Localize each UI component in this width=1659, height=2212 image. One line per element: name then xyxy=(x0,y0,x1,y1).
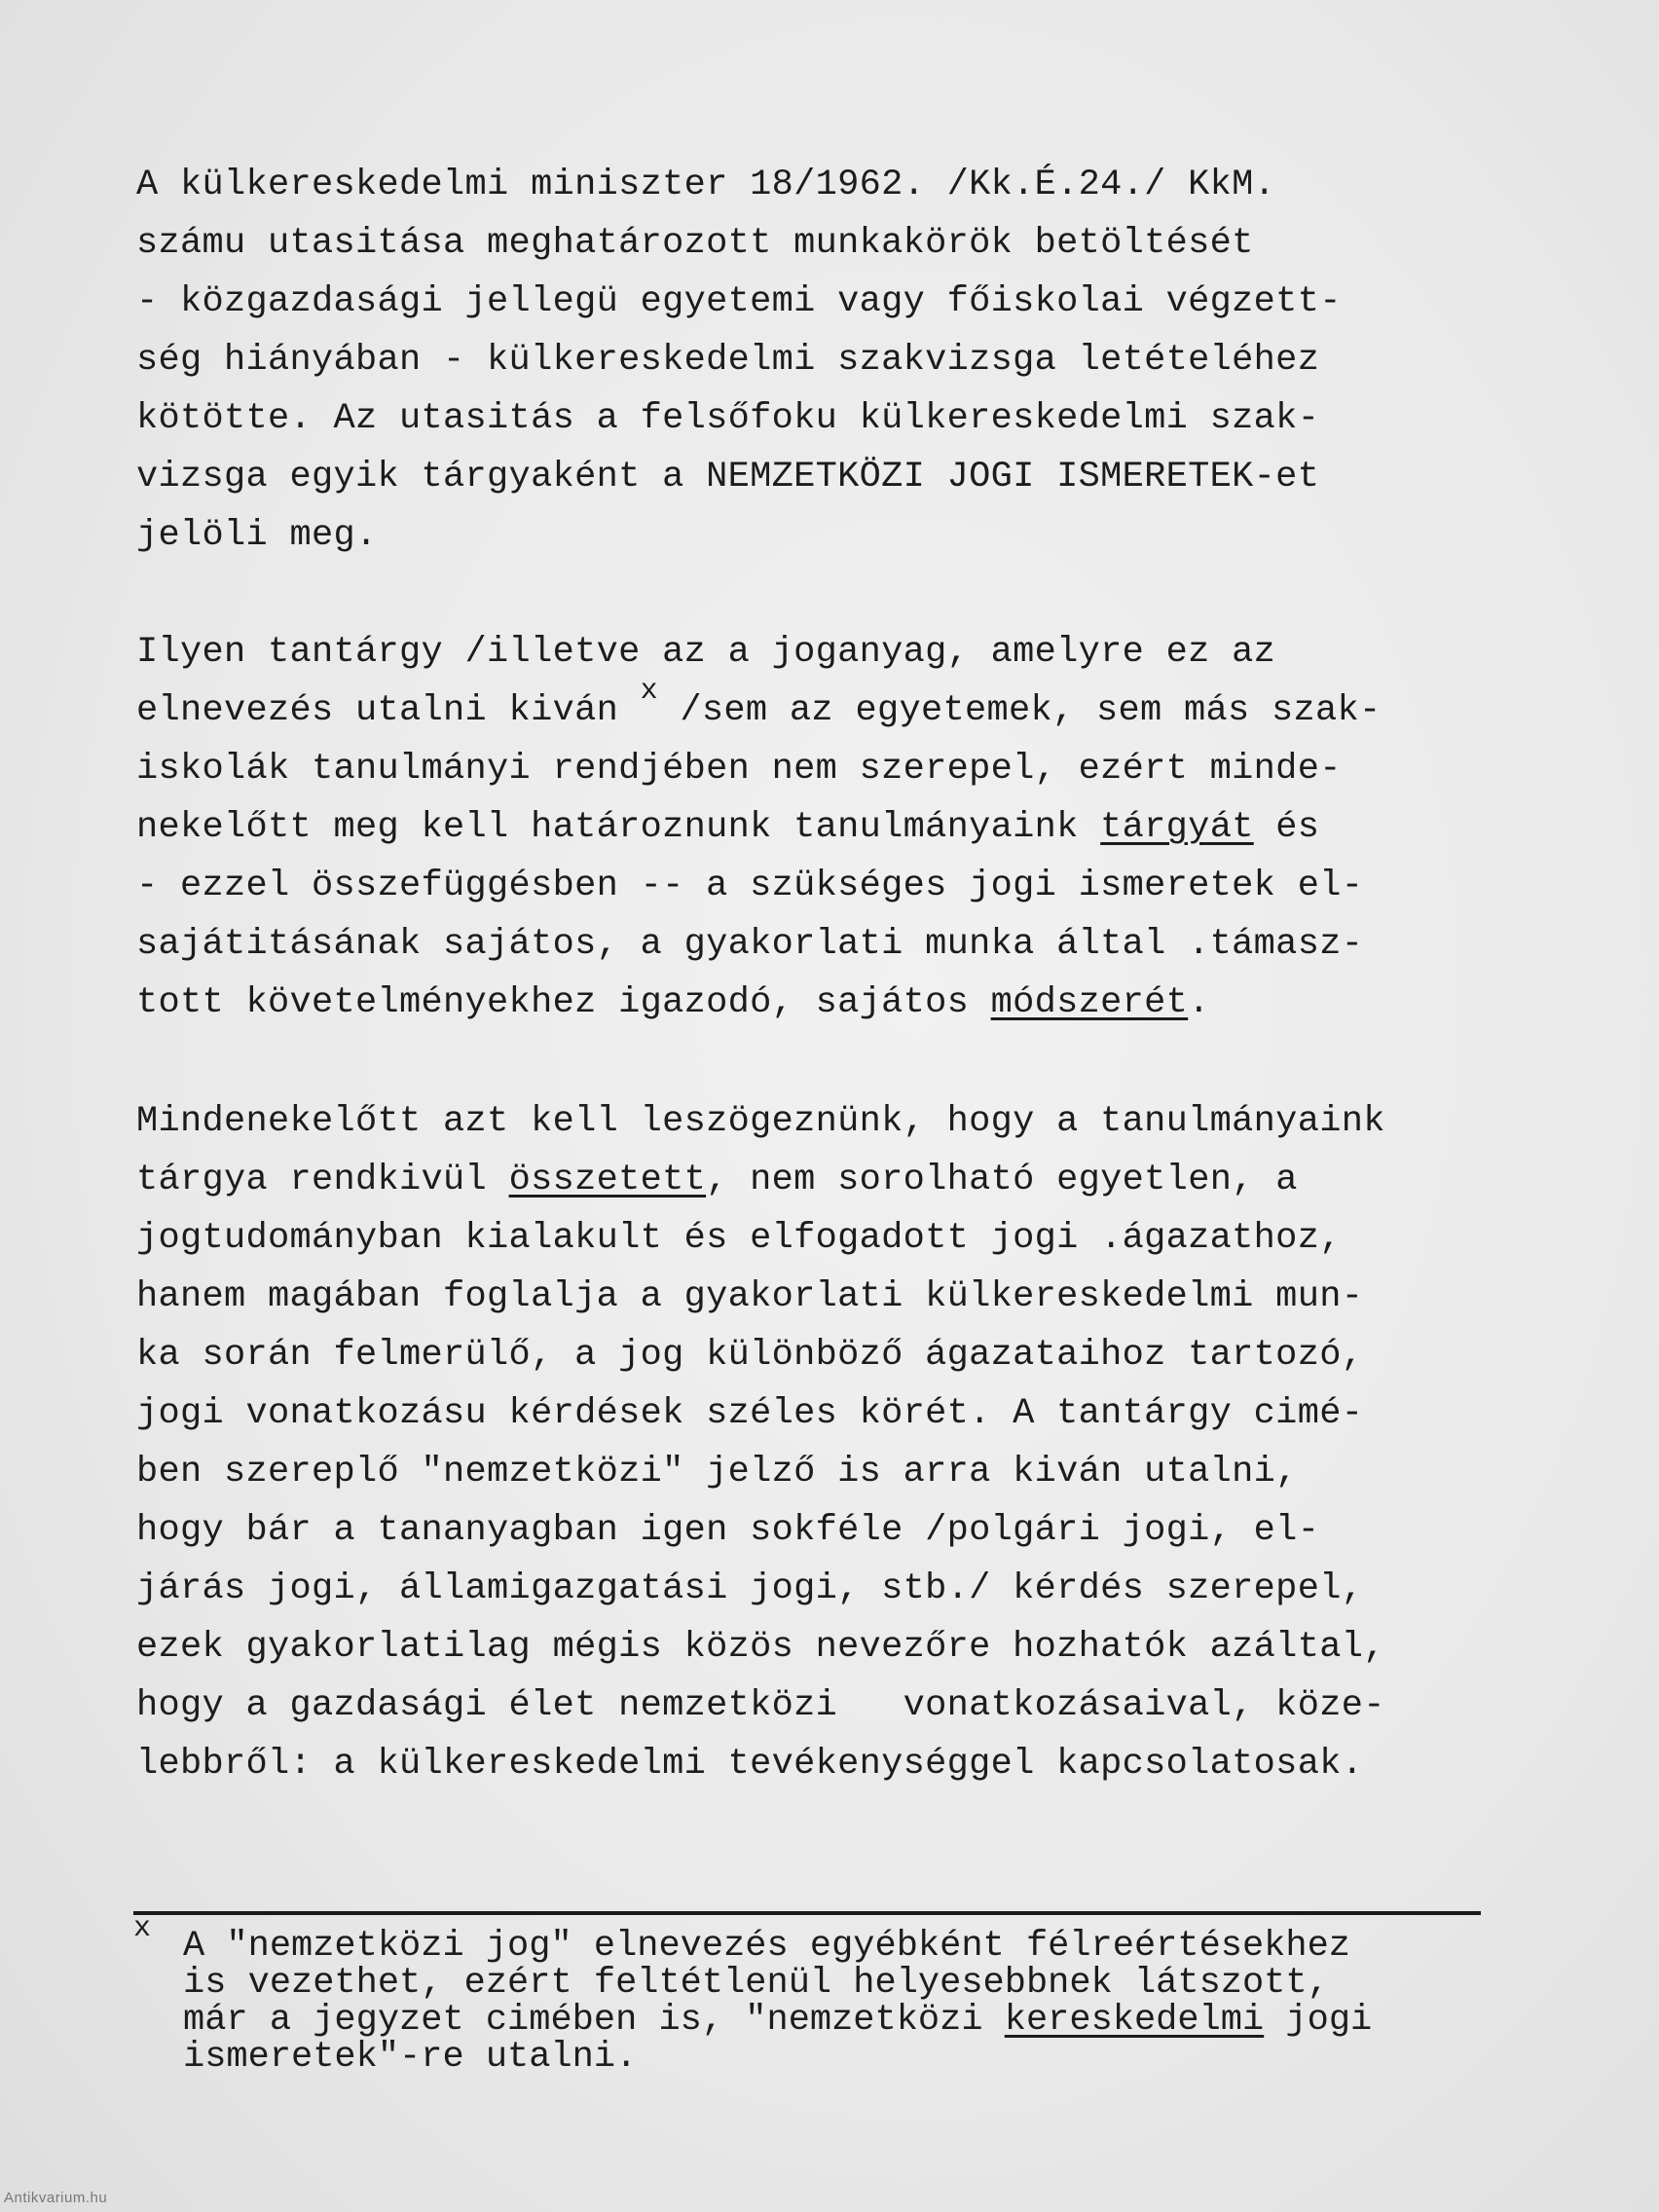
paragraph-2 xyxy=(136,623,1499,1032)
footnote-divider xyxy=(133,1911,1481,1915)
text-line: számu utasitása meghatározott munkakörök betöltését xyxy=(136,223,1254,264)
underlined-word: kereskedelmi xyxy=(1004,2000,1265,2041)
text-line: sajátitásának sajátos, a gyakorlati munka által .támasz- xyxy=(136,924,1364,965)
paragraph-1 xyxy=(136,156,1499,565)
footnote-line xyxy=(183,2002,1488,2039)
text-line: iskolák tanulmányi rendjében nem szerepel, ezért minde- xyxy=(136,749,1342,790)
footnote xyxy=(183,1928,1488,2076)
footnote-line: A "nemzetközi jog" elnevezés egyébként félreértésekhez xyxy=(183,1926,1350,1967)
text-line: ség hiányában - külkereskedelmi szakvizsga letételéhez xyxy=(136,340,1320,381)
text-line: vizsga egyik tárgyaként a NEMZETKÖZI JOGI ISMERETEK-et xyxy=(136,457,1320,498)
text-line: - ezzel összefüggésben -- a szükséges jogi ismeretek el- xyxy=(136,866,1364,906)
text-segment: elnevezés utalni kiván xyxy=(136,690,641,731)
text-line xyxy=(136,798,1499,857)
text-line: ka során felmerülő, a jog különböző ágazataihoz tartozó, xyxy=(136,1335,1364,1376)
text-line xyxy=(136,1151,1499,1209)
text-line: ben szereplő "nemzetközi" jelző is arra kiván utalni, xyxy=(136,1452,1298,1493)
text-line: Mindenekelőtt azt kell leszögeznünk, hogy a tanulmányaink xyxy=(136,1101,1385,1142)
text-line: - közgazdasági jellegü egyetemi vagy főiskolai végzett- xyxy=(136,281,1342,322)
text-line: A külkereskedelmi miniszter 18/1962. /Kk.É.24./ KkM. xyxy=(136,165,1276,205)
text-line: hogy bár a tananyagban igen sokféle /polgári jogi, el- xyxy=(136,1510,1320,1551)
watermark: Antikvarium.hu xyxy=(4,2190,108,2206)
footnote-marker: x xyxy=(133,1912,152,1945)
text-line: jelöli meg. xyxy=(136,515,378,556)
text-line: kötötte. Az utasitás a felsőfoku külkereskedelmi szak- xyxy=(136,398,1320,439)
underlined-word: módszerét xyxy=(990,982,1189,1023)
text-line: hogy a gazdasági élet nemzetközi vonatkozásaival, köze- xyxy=(136,1685,1385,1726)
text-segment: tott követelményekhez igazodó, sajátos xyxy=(136,982,991,1023)
text-segment: jogi xyxy=(1264,2000,1373,2041)
footnote-line: is vezethet, ezért feltétlenül helyesebbnek látszott, xyxy=(183,1963,1329,2004)
paragraph-3 xyxy=(136,1092,1499,1793)
text-segment: és xyxy=(1253,807,1320,848)
text-line: Ilyen tantárgy /illetve az a joganyag, amelyre ez az xyxy=(136,632,1276,673)
footnote-reference: x xyxy=(640,675,658,708)
text-line: jogi vonatkozásu kérdések széles körét. A tantárgy cimé- xyxy=(136,1393,1364,1434)
underlined-word: tárgyát xyxy=(1100,807,1254,848)
text-line: hanem magában foglalja a gyakorlati külkereskedelmi mun- xyxy=(136,1276,1364,1317)
underlined-word: összetett xyxy=(508,1160,707,1200)
text-segment: már a jegyzet cimében is, "nemzetközi xyxy=(183,2000,1005,2041)
text-segment: , nem sorolható egyetlen, a xyxy=(706,1160,1298,1200)
text-line: lebbről: a külkereskedelmi tevékenységgel kapcsolatosak. xyxy=(136,1744,1364,1785)
text-segment: /sem az egyetemek, sem más szak- xyxy=(657,690,1382,731)
text-segment: nekelőtt meg kell határoznunk tanulmányaink xyxy=(136,807,1101,848)
text-segment: . xyxy=(1188,982,1210,1023)
footnote-line: ismeretek"-re utalni. xyxy=(183,2037,638,2078)
text-line xyxy=(136,974,1499,1032)
text-line: jogtudományban kialakult és elfogadott jogi .ágazathoz, xyxy=(136,1218,1342,1259)
text-line: ezek gyakorlatilag mégis közös nevezőre hozhatók azáltal, xyxy=(136,1627,1385,1668)
text-line: járás jogi, államigazgatási jogi, stb./ kérdés szerepel, xyxy=(136,1568,1364,1609)
text-line xyxy=(136,675,1499,740)
text-segment: tárgya rendkivül xyxy=(136,1160,509,1200)
